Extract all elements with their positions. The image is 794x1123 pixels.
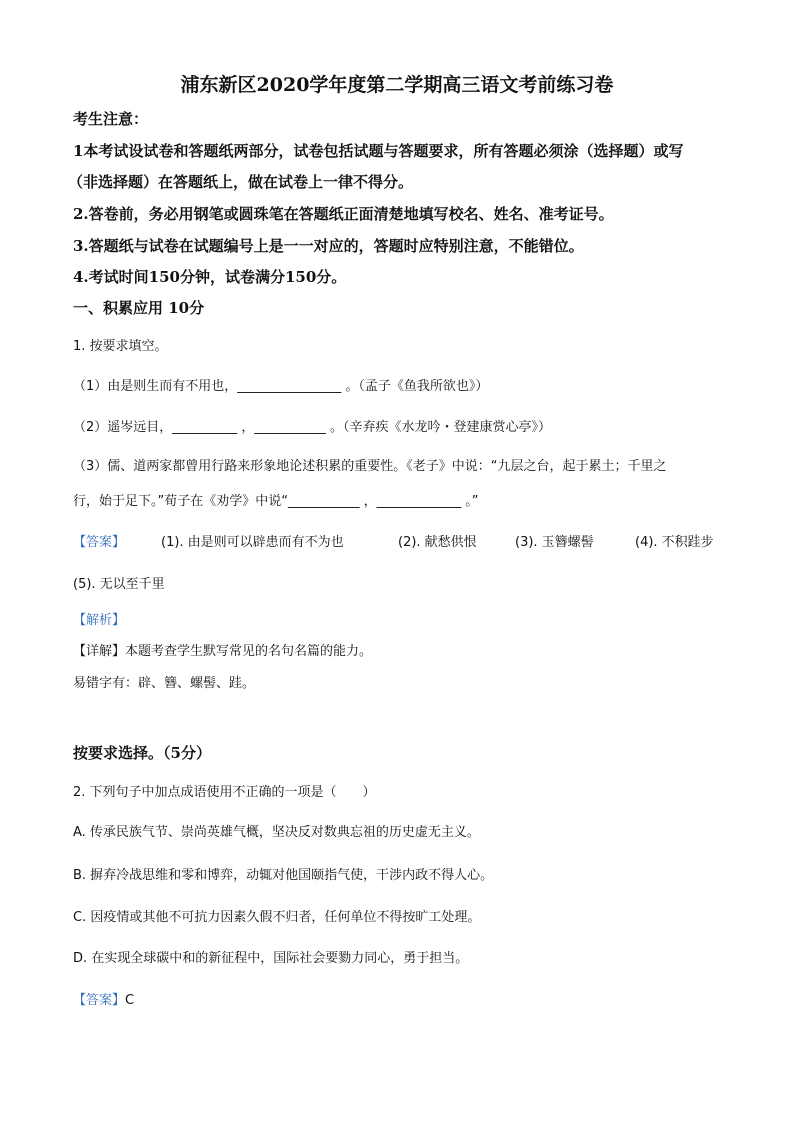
notice-item-2: 2.答卷前，务必用钢笔或圆珠笔在答题纸正面清楚地填写校名、姓名、准考证号。	[73, 205, 614, 223]
question-2-option-b: B. 摒弃冷战思维和零和博弈，动辄对他国颐指气使，干涉内政不得人心。	[73, 868, 494, 883]
answer-item-3: (3). 玉簪螺髻	[515, 535, 594, 550]
section-1-heading: 一、积累应用 10分	[73, 299, 205, 317]
answer-2-value: C	[125, 993, 135, 1008]
answer-item-4: (4). 不积跬步	[635, 535, 714, 550]
question-1-stem: 1. 按要求填空。	[73, 339, 168, 354]
analysis-detail: 【详解】本题考查学生默写常见的名句名篇的能力。	[73, 644, 373, 659]
notice-item-3: 3.答题纸与试卷在试题编号上是一一对应的，答题时应特别注意，不能错位。	[73, 237, 584, 255]
question-2-option-c: C. 因疫情或其他不可抗力因素久假不归者，任何单位不得按旷工处理。	[73, 910, 481, 925]
answer-2-label: 【答案】	[73, 993, 126, 1008]
answer-item-2: (2). 献愁供恨	[398, 535, 477, 550]
question-2-option-d: D. 在实现全球碳中和的新征程中，国际社会要勠力同心，勇于担当。	[73, 951, 469, 966]
notice-item-1-line-1: 1本考试设试卷和答题纸两部分，试卷包括试题与答题要求，所有答题必须涂（选择题）或写	[73, 142, 684, 160]
answer-1-row	[73, 531, 733, 551]
page-title: 浦东新区2020学年度第二学期高三语文考前练习卷	[180, 74, 614, 96]
question-1-part-3-line-2: 行，始于足下。”荀子在《劝学》中说“___________ ，_____________ 。”	[73, 494, 479, 509]
answer-2-row	[73, 989, 134, 1008]
question-2-stem: 2. 下列句子中加点成语使用不正确的一项是（ ）	[73, 785, 376, 800]
question-1-part-3-line-1: （3）儒、道两家都曾用行路来形象地论述积累的重要性。《老子》中说：“九层之台，起于累土；千里之	[73, 459, 667, 474]
question-1-part-1: （1）由是则生而有不用也，________________ 。（孟子《鱼我所欲也》）	[73, 379, 489, 394]
answer-label: 【答案】	[73, 535, 126, 550]
question-2-option-a: A. 传承民族气节、崇尚英雄气概，坚决反对数典忘祖的历史虚无主义。	[73, 825, 480, 840]
answer-item-5: (5). 无以至千里	[73, 577, 165, 592]
analysis-label: 【解析】	[73, 613, 126, 628]
question-1-part-2: （2）遥岑远目，__________ ，___________ 。（辛弃疾《水龙吟・登建康赏心亭》）	[73, 420, 552, 435]
answer-item-1: (1). 由是则可以辟患而有不为也	[161, 535, 344, 550]
notice-heading: 考生注意：	[73, 110, 149, 128]
notice-item-1-line-2: （非选择题）在答题纸上，做在试卷上一律不得分。	[68, 173, 414, 191]
notice-item-4: 4.考试时间150分钟，试卷满分150分。	[73, 268, 347, 286]
section-2-heading: 按要求选择。（5分）	[73, 744, 211, 762]
analysis-errors: 易错字有：辟、簪、螺髻、跬。	[73, 676, 256, 691]
